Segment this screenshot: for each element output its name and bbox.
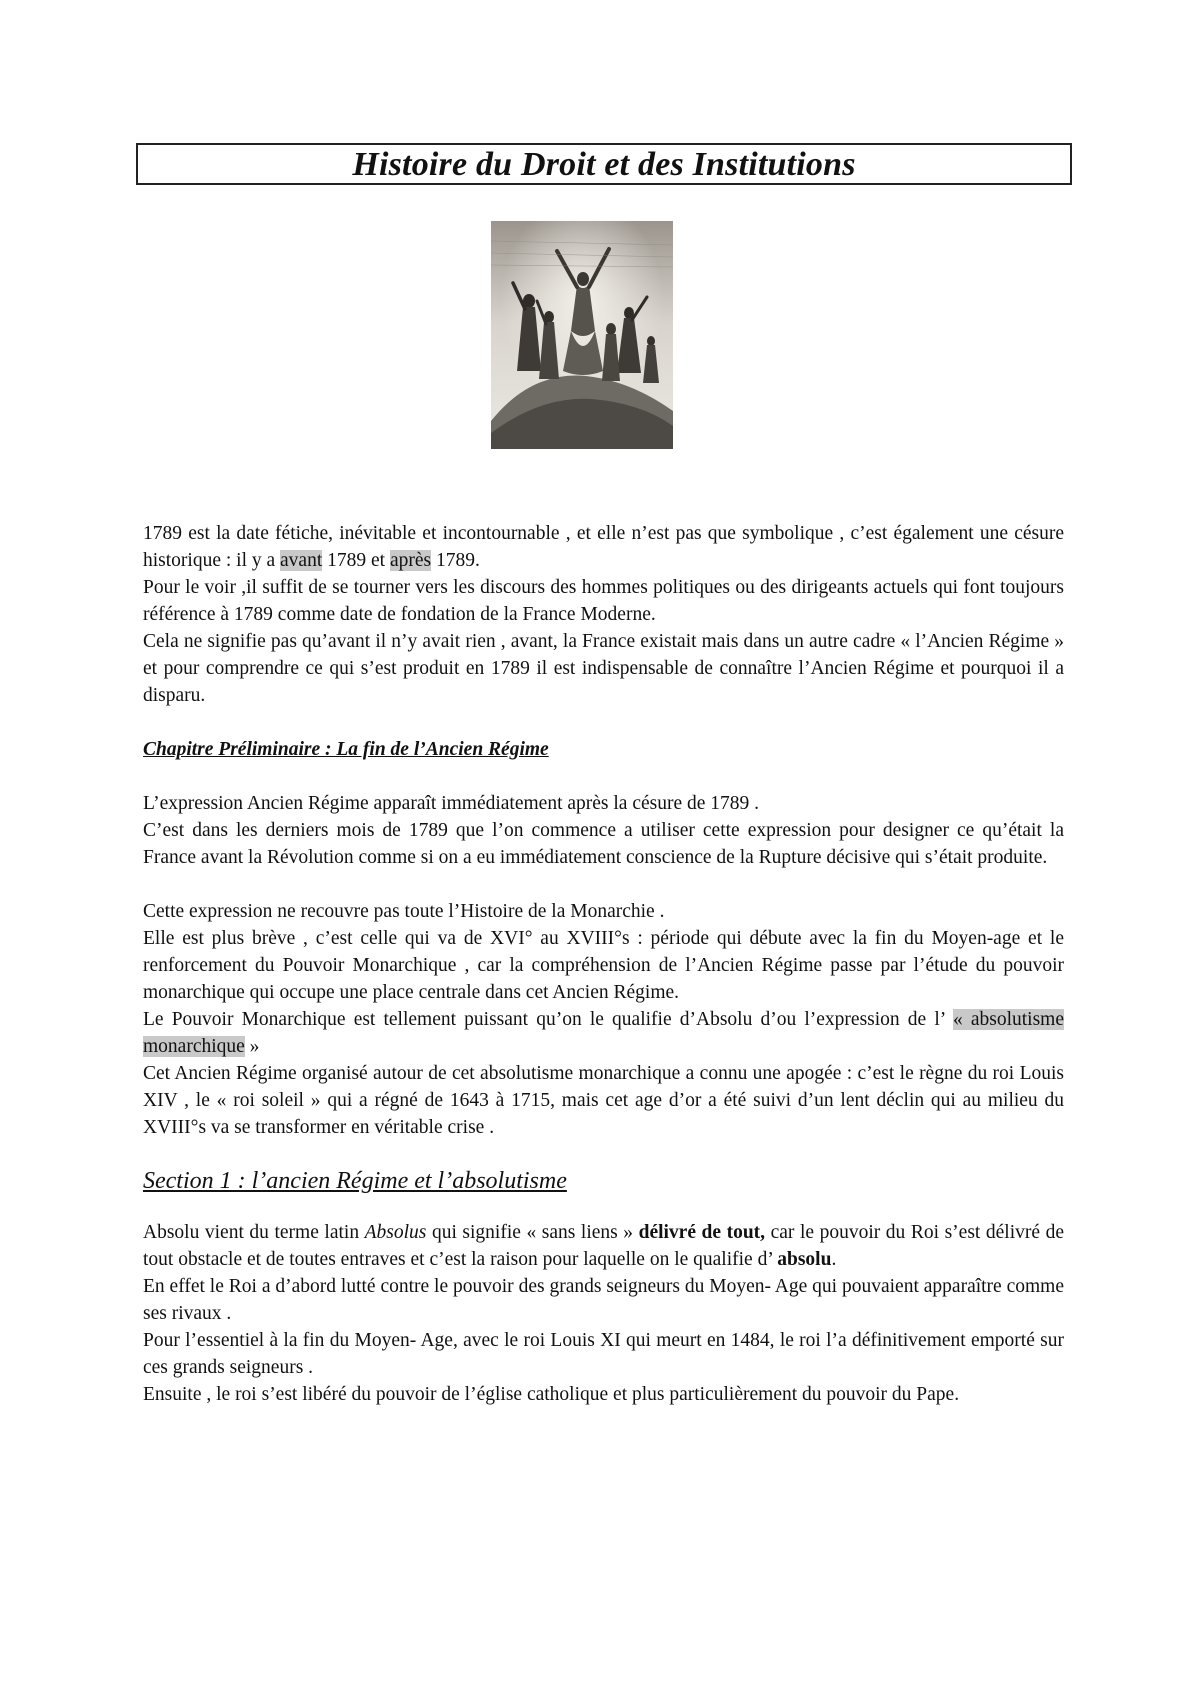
section-paragraph-3: Pour l’essentiel à la fin du Moyen- Age, avec le roi Louis XI qui meurt en 1484, le roi l’a définitivement emporté sur ces grands seigneurs .	[143, 1330, 1064, 1378]
chapter-paragraph-5: Le Pouvoir Monarchique est tellement puissant qu’on le qualifie d’Absolu d’ou l’expression de l’ « absolutisme monarchique »	[143, 1009, 1064, 1057]
section-paragraph-1: Absolu vient du terme latin Absolus qui signifie « sans liens » délivré de tout, car le pouvoir du Roi s’est délivré de tout obstacle et de toutes entraves et c’est la raison pour laquelle on le qualifie d’ absolu.	[143, 1222, 1064, 1270]
section-paragraph-2: En effet le Roi a d’abord lutté contre le pouvoir des grands seigneurs du Moyen- Age qui pouvaient apparaître comme ses rivaux .	[143, 1276, 1064, 1324]
chapter-paragraph-6: Cet Ancien Régime organisé autour de cet absolutisme monarchique a connu une apogée : c’est le règne du roi Louis XIV , le « roi soleil » qui a régné de 1643 à 1715, mais cet age d’or a été suivi d’un lent déclin qui au milieu du XVIII°s va se transformer en véritable crise .	[143, 1063, 1064, 1138]
chapter-heading: Chapitre Préliminaire : La fin de l’Ancien Régime	[143, 739, 549, 760]
chapter-paragraph-3: Cette expression ne recouvre pas toute l’Histoire de la Monarchie .	[143, 901, 665, 922]
title-box	[136, 143, 1072, 185]
intro-paragraph-2: Pour le voir ,il suffit de se tourner vers les discours des hommes politiques ou des dirigeants actuels qui font toujours référence à 1789 comme date de fondation de la France Moderne.	[143, 577, 1064, 625]
document-title: Histoire du Droit et des Institutions	[352, 146, 856, 183]
section-paragraph-4: Ensuite , le roi s’est libéré du pouvoir de l’église catholique et plus particulièrement du pouvoir du Pape.	[143, 1384, 960, 1405]
chapter-paragraph-1: L’expression Ancien Régime apparaît immédiatement après la césure de 1789 .	[143, 793, 760, 814]
chapter-paragraph-2: C’est dans les derniers mois de 1789 que l’on commence a utiliser cette expression pour designer ce qu’était la France avant la Révolution comme si on a eu immédiatement conscience de la Rupture décisive qui s’était produite.	[143, 820, 1064, 868]
section-1-heading: Section 1 : l’ancien Régime et l’absolutisme	[143, 1168, 567, 1194]
highlight-avant: avant	[280, 550, 323, 571]
engraving-illustration	[491, 221, 673, 449]
highlight-absolutisme: « absolutisme monarchique	[143, 1009, 1064, 1057]
highlight-apres: après	[389, 550, 432, 571]
document-body	[143, 520, 1064, 1408]
intro-paragraph-1: 1789 est la date fétiche, inévitable et incontournable , et elle n’est pas que symbolique , c’est également une césure historique : il y a avant 1789 et après 1789.	[143, 523, 1064, 571]
intro-paragraph-3: Cela ne signifie pas qu’avant il n’y avait rien , avant, la France existait mais dans un autre cadre « l’Ancien Régime » et pour comprendre ce qui s’est produit en 1789 il est indispensable de connaître l’Ancien Régime et pourquoi il a disparu.	[143, 631, 1064, 706]
chapter-paragraph-4: Elle est plus brève , c’est celle qui va de XVI° au XVIII°s : période qui débute avec la fin du Moyen-age et le renforcement du Pouvoir Monarchique , car la compréhension de l’Ancien Régime passe par l’étude du pouvoir monarchique qui occupe une place centrale dans cet Ancien Régime.	[143, 928, 1064, 1003]
